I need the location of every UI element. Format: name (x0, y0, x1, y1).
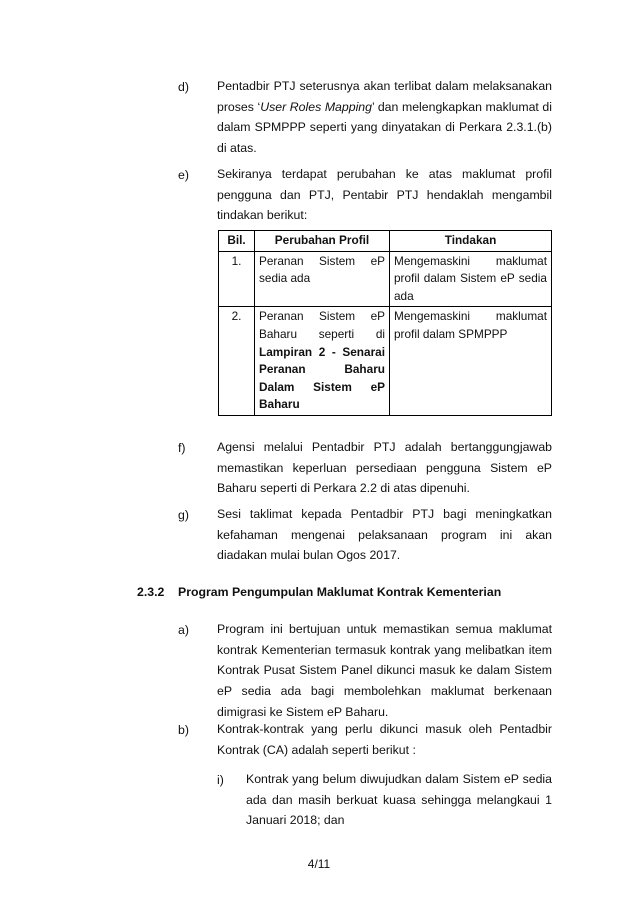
section-item-a-label: a) (178, 623, 189, 637)
item-g-label: g) (178, 508, 189, 522)
table-cell-change (255, 307, 390, 416)
table-row (219, 307, 552, 416)
table-cell-num: 2. (219, 307, 255, 416)
item-d-text-post: ’ dan melengkapkan maklumat di dalam SPMPPP seperti yang dinyatakan di Perkara 2.3.1.(b) di atas. (217, 99, 552, 156)
item-e-label: e) (178, 168, 189, 182)
item-d-label: d) (178, 80, 189, 94)
section-item-b-text: Kontrak-kontrak yang perlu dikunci masuk oleh Pentadbir Kontrak (CA) adalah seperti berikut : (217, 722, 552, 757)
profile-change-table (218, 230, 552, 416)
sub-item-i-text: Kontrak yang belum diwujudkan dalam Sistem eP sedia ada dan masih berkuat kuasa sehingga melangkaui 1 Januari 2018; dan (246, 772, 552, 828)
item-f-text: Agensi melalui Pentadbir PTJ adalah bertanggungjawab memastikan keperluan persediaan pengguna Sistem eP Baharu seperti di Perkara 2.2 di atas dipenuhi. (217, 440, 552, 496)
item-e-text: Sekiranya terdapat perubahan ke atas maklumat profil pengguna dan PTJ, Pentabir PTJ hendaklah mengambil tindakan berikut: (217, 167, 552, 223)
table-cell-action: Mengemaskini maklumat profil dalam Sistem eP sedia ada (390, 251, 552, 307)
table-cell-action: Mengemaskini maklumat profil dalam SPMPPP (390, 307, 552, 416)
item-f-label: f) (178, 441, 186, 455)
item-d-italic: User Roles Mapping (260, 99, 372, 114)
item-d-text-pre: Pentadbir PTJ seterusnya akan terlibat dalam melaksanakan proses ‘ (217, 79, 552, 114)
section-item-a-text: Program ini bertujuan untuk memastikan semua maklumat kontrak Kementerian termasuk kontrak yang melibatkan item Kontrak Pusat Sistem Panel dikunci masuk ke dalam Sistem eP sedia ada bagi membolehkan maklumat berkenaan dimigrasi ke Sistem eP Baharu. (217, 622, 552, 719)
table-header-row (219, 231, 552, 252)
page-number: 4/11 (307, 857, 331, 871)
table-row (219, 251, 552, 307)
table-cell-change-text: Peranan Sistem eP Baharu seperti di (259, 309, 385, 341)
appendix-reference: Lampiran 2 - Senarai Peranan Baharu Dalam Sistem eP Baharu (259, 344, 385, 412)
section-number: 2.3.2 (137, 585, 165, 599)
table-cell-change: Peranan Sistem eP sedia ada (255, 251, 390, 307)
sub-item-i-label: i) (217, 773, 224, 787)
table-cell-num: 1. (219, 251, 255, 307)
table-header-action: Tindakan (390, 231, 552, 252)
table-header-bil: Bil. (219, 231, 255, 252)
item-g-text: Sesi taklimat kepada Pentadbir PTJ bagi meningkatkan kefahaman mengenai pelaksanaan program ini akan diadakan mulai bulan Ogos 2017. (217, 507, 552, 563)
table-header-change: Perubahan Profil (255, 231, 390, 252)
section-item-b-label: b) (178, 723, 189, 737)
item-d-text (217, 76, 552, 159)
section-title: Program Pengumpulan Maklumat Kontrak Kementerian (178, 585, 502, 599)
